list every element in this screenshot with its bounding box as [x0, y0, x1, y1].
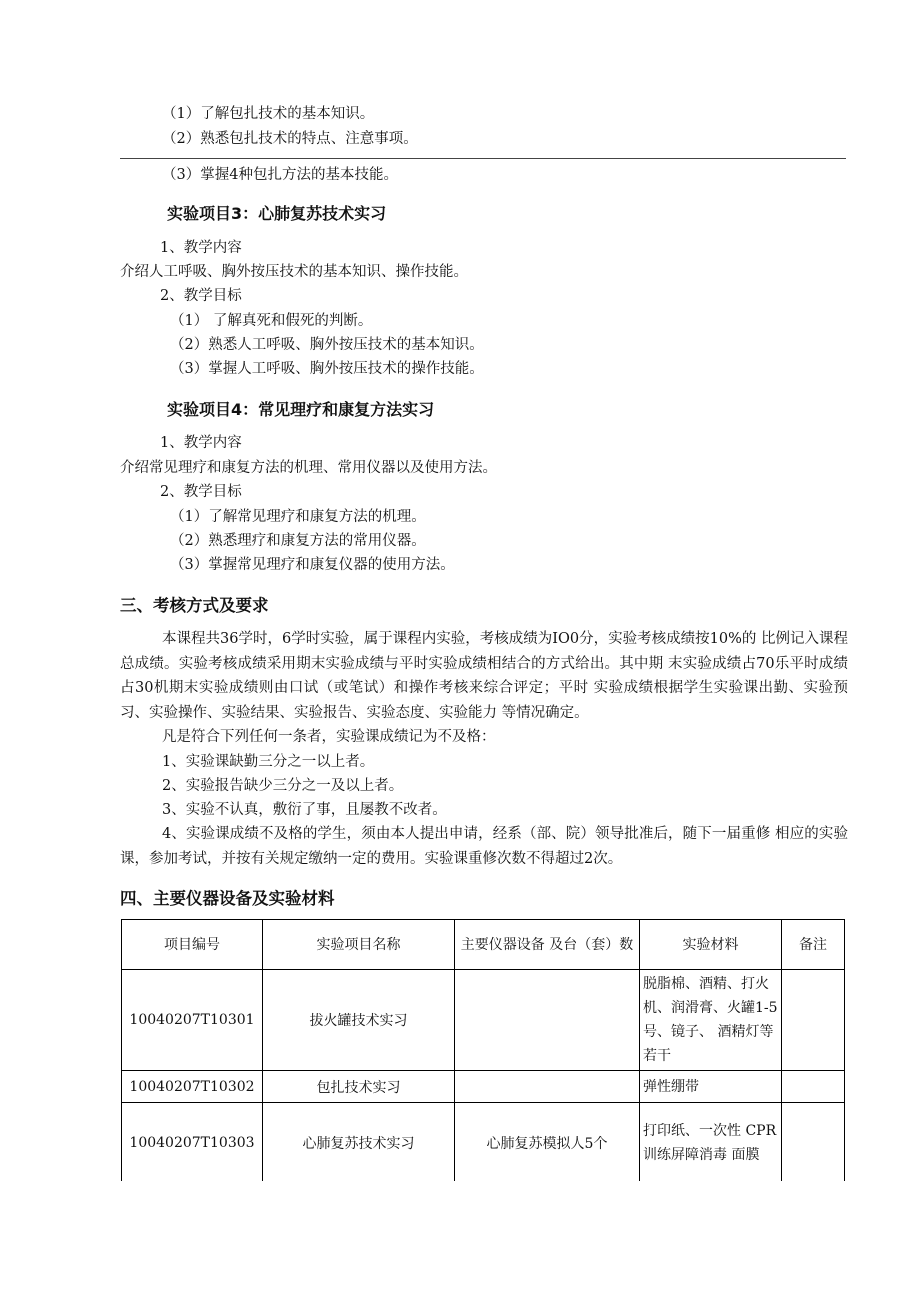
- goal-item: （3）掌握常见理疗和康复仪器的使用方法。: [170, 557, 455, 573]
- goals-heading: 2、教学目标: [160, 288, 242, 304]
- header-name: 实验项目名称: [263, 920, 455, 970]
- materials-cell: 打印纸、一次性 CPR训练屏障消毒 面膜: [640, 1103, 782, 1183]
- header-code: 项目编号: [122, 920, 263, 970]
- project-name: 心肺复苏技术实习: [263, 1103, 455, 1183]
- section4-heading: 四、主要仪器设备及实验材料: [120, 889, 335, 908]
- project-name: 包扎技术实习: [263, 1071, 455, 1103]
- goal-item: （1）了解包扎技术的基本知识。: [162, 106, 375, 122]
- goal-item: （2）熟悉包扎技术的特点、注意事项。: [162, 131, 418, 147]
- section3-heading: 三、考核方式及要求: [120, 596, 269, 615]
- header-note: 备注: [782, 920, 845, 970]
- project-code: 10040207T10302: [122, 1071, 263, 1103]
- fail-criteria-item: 2、实验报告缺少三分之一及以上者。: [162, 778, 404, 794]
- header-equipment: 主要仪器设备 及台（套）数: [455, 920, 640, 970]
- header-materials: 实验材料: [640, 920, 782, 970]
- fail-criteria-intro: 凡是符合下列任何一条者，实验课成绩记为不及格：: [162, 729, 496, 745]
- content-text: 介绍人工呼吸、胸外按压技术的基本知识、操作技能。: [120, 264, 468, 280]
- retake-paragraph: 4、实验课成绩不及格的学生，须由本人提出申请，经系（部、院）领导批准后，随下一届重修 相应的实验课，参加考试，并按有关规定缴纳一定的费用。实验课重修次数不得超过2次。: [120, 826, 848, 867]
- project3-title: 实验项目3：心肺复苏技术实习: [167, 204, 387, 223]
- project4-title: 实验项目4：常见理疗和康复方法实习: [167, 400, 435, 419]
- assessment-paragraph: 本课程共36学时，6学时实验，属于课程内实验，考核成绩为IO0分，实验考核成绩按10%的 比例记入课程总成绩。实验考核成绩采用期末实验成绩与平时实验成绩相结合的方式给出。其中期 末实验成绩占70乐平时成绩占30机期末实验成绩则由口试（或笔试）和操作考核来综合评定；平时 实验成绩根据学生实验课出勤、实验预习、实验操作、实验结果、实验报告、实验态度、实验能力 等情况确定。: [120, 631, 848, 721]
- goal-item: （3）掌握4种包扎方法的基本技能。: [162, 167, 398, 183]
- project-code: 10040207T10303: [122, 1103, 263, 1183]
- content-text: 介绍常见理疗和康复方法的机理、常用仪器以及使用方法。: [120, 460, 497, 476]
- note-cell: [782, 1071, 845, 1103]
- goals-heading: 2、教学目标: [160, 484, 242, 500]
- content-heading: 1、教学内容: [160, 240, 242, 256]
- materials-cell: 脱脂棉、酒精、打火机、润滑膏、火罐1-5号、镜子、 酒精灯等若干: [640, 970, 782, 1071]
- goal-item: （1）了解常见理疗和康复方法的机理。: [170, 509, 426, 525]
- goal-item: （1） 了解真死和假死的判断。: [170, 313, 373, 329]
- table-row: [122, 1071, 845, 1103]
- materials-cell: 弹性绷带: [640, 1071, 782, 1103]
- table-row: [122, 970, 845, 1071]
- goal-item: （2）熟悉理疗和康复方法的常用仪器。: [170, 533, 426, 549]
- goal-item: （2）熟悉人工呼吸、胸外按压技术的基本知识。: [170, 337, 484, 353]
- project-name: 拔火罐技术实习: [263, 970, 455, 1071]
- project-code: 10040207T10301: [122, 970, 263, 1071]
- page-divider: [120, 158, 846, 159]
- equipment-cell: [455, 1071, 640, 1103]
- goal-item: （3）掌握人工呼吸、胸外按压技术的操作技能。: [170, 361, 484, 377]
- equipment-cell: 心肺复苏模拟人5个: [455, 1103, 640, 1183]
- note-cell: [782, 1103, 845, 1183]
- note-cell: [782, 970, 845, 1071]
- fail-criteria-item: 1、实验课缺勤三分之一以上者。: [162, 754, 375, 770]
- equipment-cell: [455, 970, 640, 1071]
- equipment-table: [121, 919, 845, 1183]
- table-header-row: [122, 920, 845, 970]
- fail-criteria-item: 3、实验不认真，敷衍了事，且屡教不改者。: [162, 802, 447, 818]
- content-heading: 1、教学内容: [160, 435, 242, 451]
- table-row: [122, 1103, 845, 1183]
- page-bottom-margin: [0, 1181, 920, 1301]
